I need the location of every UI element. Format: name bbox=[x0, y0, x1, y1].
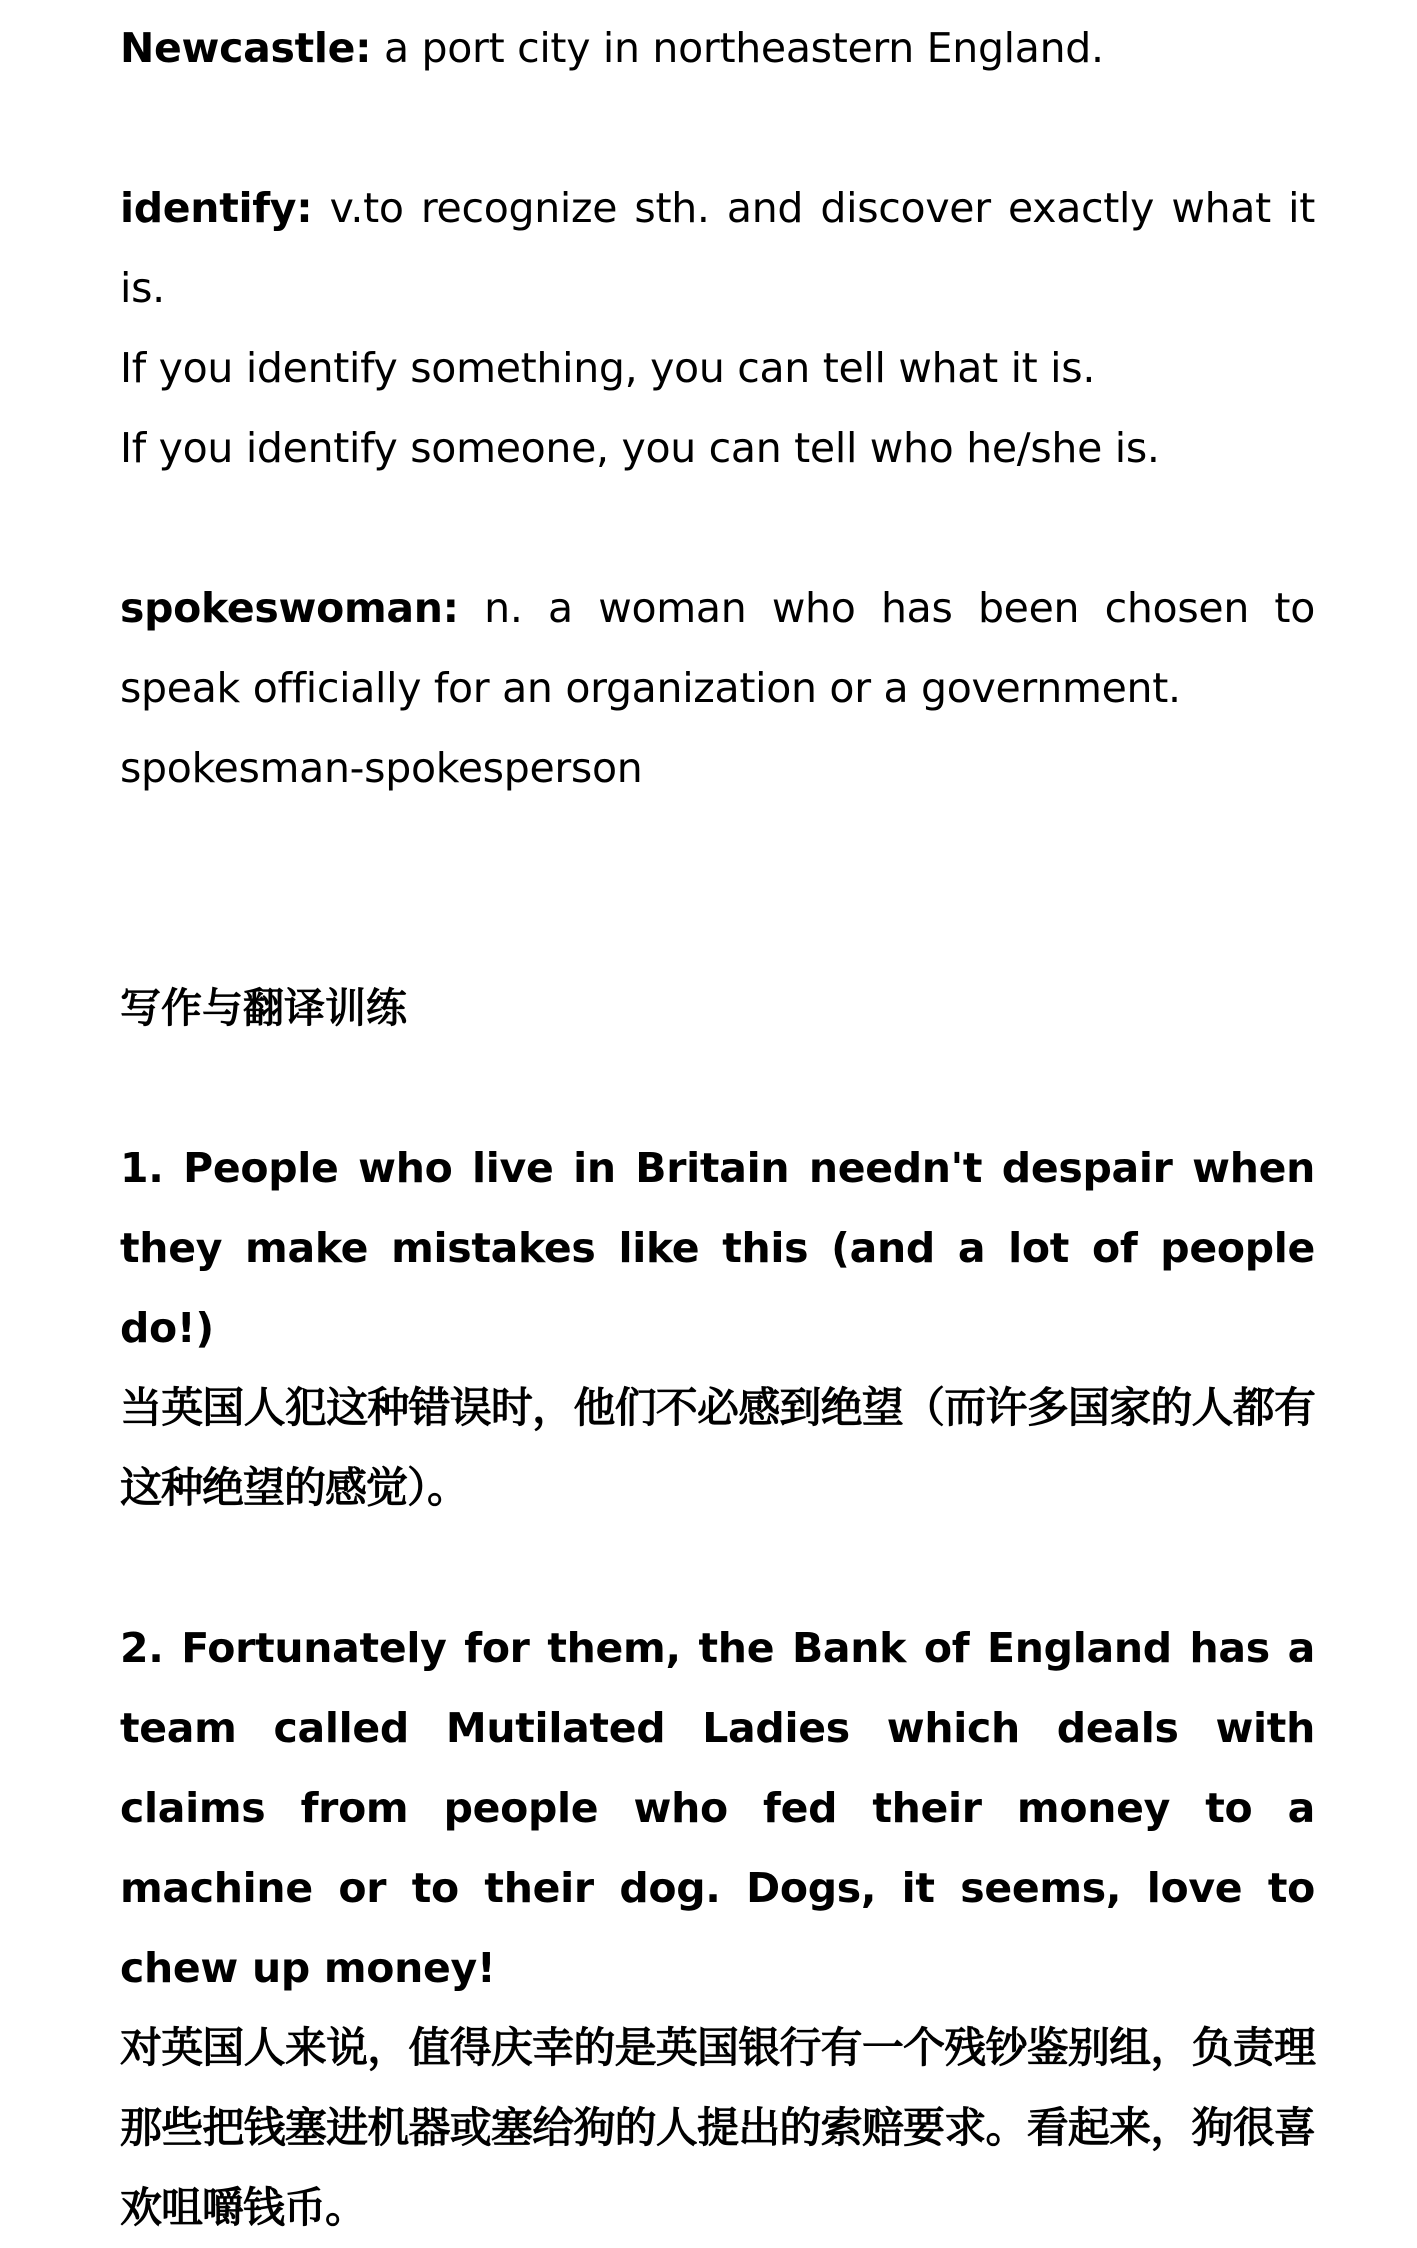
exercise-english: 2. Fortunately for them, the Bank of England has a team called Mutilated Ladies which deals with claims from people who fed their money to a machine or to their dog. Dogs, it seems, love to chew up money! bbox=[120, 1624, 1315, 1992]
vocab-example: If you identify someone, you can tell who he/she is. bbox=[120, 424, 1160, 472]
vocab-definition: v.to recognize sth. and discover exactly what it is. bbox=[120, 184, 1315, 312]
exercise-item-2 bbox=[120, 1608, 1315, 2248]
spacer bbox=[120, 1048, 1315, 1128]
document-body bbox=[120, 8, 1315, 2248]
vocab-example: If you identify something, you can tell what it is. bbox=[120, 344, 1096, 392]
vocab-definition: a port city in northeastern England. bbox=[371, 24, 1104, 72]
spacer bbox=[120, 488, 1315, 568]
vocab-term: Newcastle: bbox=[120, 24, 372, 72]
vocab-related: spokesman-spokesperson bbox=[120, 744, 643, 792]
vocab-term: identify: bbox=[120, 184, 313, 232]
exercise-chinese: 对英国人来说，值得庆幸的是英国银行有一个残钞鉴别组，负责理那些把钱塞进机器或塞给狗的人提出的索赔要求。看起来，狗很喜欢咀嚼钱币。 bbox=[120, 2023, 1315, 2232]
vocab-term: spokeswoman: bbox=[120, 584, 459, 632]
spacer bbox=[120, 88, 1315, 168]
section-heading: 写作与翻译训练 bbox=[120, 984, 407, 1032]
vocab-entry-spokeswoman bbox=[120, 568, 1315, 728]
vocab-definition: n. a woman who has been chosen to speak officially for an organization or a government. bbox=[120, 584, 1315, 712]
vocab-entry-newcastle bbox=[120, 8, 1315, 88]
exercise-english: 1. People who live in Britain needn't despair when they make mistakes like this (and a lot of people do!) bbox=[120, 1144, 1315, 1352]
spacer bbox=[120, 1528, 1315, 1608]
spacer bbox=[120, 808, 1315, 968]
exercise-chinese: 当英国人犯这种错误时，他们不必感到绝望（而许多国家的人都有这种绝望的感觉）。 bbox=[120, 1383, 1315, 1512]
vocab-entry-identify bbox=[120, 168, 1315, 328]
exercise-item-1 bbox=[120, 1128, 1315, 1528]
